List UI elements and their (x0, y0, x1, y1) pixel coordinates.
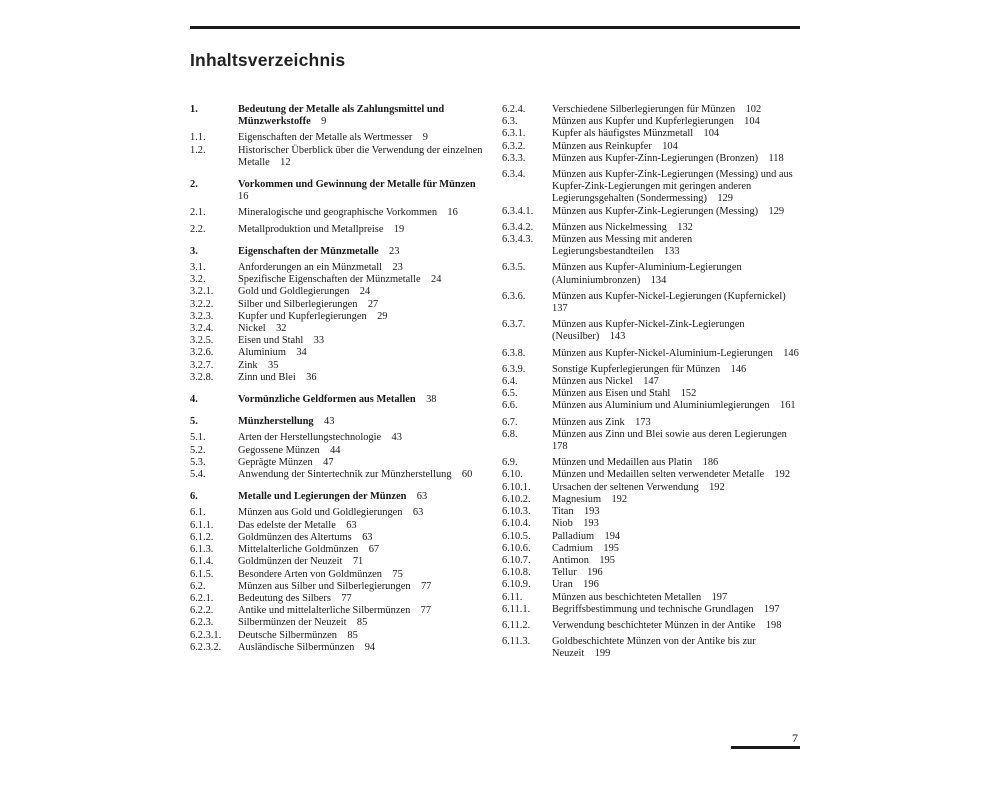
toc-entry-page: 38 (426, 394, 437, 406)
toc-entry-page: 77 (420, 605, 432, 617)
toc-entry-number: 6.3.4.3. (502, 234, 534, 246)
toc-entry-page: 63 (346, 519, 357, 531)
toc-entry (190, 335, 490, 347)
toc-entry-page: 33 (313, 335, 325, 347)
toc-entry-title: Münzen aus Zinn und Blei sowie aus deren Legierungen (552, 428, 787, 440)
toc-entry (190, 642, 490, 654)
toc-entry-title: Münzen aus Kupfer-Zinn-Legierungen (Bronzen) (552, 152, 759, 164)
toc-entry-number: 6.3.3. (502, 152, 526, 164)
toc-entry (190, 581, 490, 593)
toc-entry-page: 192 (774, 469, 791, 481)
toc-entry-page: 60 (461, 469, 473, 481)
toc-entry (502, 262, 800, 286)
toc-entry-number: 5.4. (190, 469, 206, 481)
toc-entry-title: Münzen aus Silber und Silberlegierungen (238, 580, 411, 592)
toc-entry-page: 186 (702, 457, 719, 469)
toc-entry-page: 23 (389, 245, 400, 257)
toc-entry (502, 469, 800, 481)
toc-entry-title: Historischer Überblick über die Verwendung der einzelnen Metalle (238, 144, 483, 168)
toc-entry-title: Münzen aus Gold und Goldlegierungen (238, 507, 403, 519)
toc-entry (502, 400, 800, 412)
toc-entry-number: 1.2. (190, 144, 206, 156)
toc-entry-number: 3.1. (190, 262, 206, 274)
toc-entry-page: 16 (447, 207, 458, 219)
toc-entry-title: Goldmünzen der Neuzeit (238, 556, 343, 568)
toc-entry-number: 3.2. (190, 274, 206, 286)
page-number: 7 (792, 731, 798, 745)
toc-chapter-entry (190, 416, 490, 428)
toc-entry-number: 6.10.7. (502, 554, 531, 566)
toc-entry-page: 35 (268, 359, 279, 371)
toc-entry (190, 145, 490, 169)
toc-entry-page: 193 (583, 506, 600, 518)
toc-entry-title: Vormünzliche Geldformen aus Metallen (238, 394, 416, 406)
toc-entry-page: 104 (703, 128, 720, 140)
toc-entry-title: Münzen aus Kupfer-Nickel-Aluminium-Legierungen (552, 347, 773, 359)
toc-left-column (190, 104, 490, 654)
toc-entry-number: 6.2.3.1. (190, 629, 222, 641)
toc-entry-number: 6.3.9. (502, 363, 526, 375)
toc-entry (502, 567, 800, 579)
toc-entry (502, 636, 800, 660)
toc-entry (502, 206, 800, 218)
toc-entry-title: Münzen und Medaillen selten verwendeter Metalle (552, 469, 765, 481)
toc-entry (190, 286, 490, 298)
toc-entry-page: 173 (635, 416, 651, 428)
toc-entry-title: Geprägte Münzen (238, 456, 313, 468)
toc-entry-page: 192 (709, 481, 725, 493)
toc-entry (190, 507, 490, 519)
toc-entry-title: Münzen aus Kupfer-Zink-Legierungen (Messing) und aus Kupfer-Zink-Legierungen mit geringen anderen Legierungsgehalten (Sondermessing) (552, 169, 793, 205)
toc-entry-number: 6.3.1. (502, 128, 526, 140)
toc-entry-number: 6.3. (502, 116, 518, 128)
toc-entry (190, 569, 490, 581)
toc-entry-page: 9 (422, 132, 428, 144)
toc-entry-page: 194 (604, 530, 621, 542)
toc-entry-page: 196 (583, 579, 599, 591)
toc-entry-number: 3.2.2. (190, 298, 214, 310)
toc-entry-number: 1.1. (190, 132, 206, 144)
toc-entry-title: Deutsche Silbermünzen (238, 629, 337, 641)
toc-entry-page: 32 (276, 323, 287, 335)
toc-entry-number: 6.11.1. (502, 603, 531, 615)
toc-entry-number: 3.2.6. (190, 347, 214, 359)
toc-entry (502, 579, 800, 591)
toc-entry-page: 197 (711, 591, 728, 603)
toc-entry-title: Arten der Herstellungstechnologie (238, 432, 382, 444)
toc-entry-number: 6.3.5. (502, 262, 526, 274)
toc-entry (190, 544, 490, 556)
toc-entry-title: Niob (552, 518, 573, 530)
toc-entry (502, 104, 800, 116)
toc-entry (502, 222, 800, 234)
toc-entry (190, 457, 490, 469)
toc-entry (190, 556, 490, 568)
toc-entry-number: 6.1.3. (190, 544, 214, 556)
toc-entry-title: Münzen aus Eisen und Stahl (552, 388, 671, 400)
toc-entry-page: 129 (768, 205, 785, 217)
toc-entry-title: Anforderungen an ein Münzmetall (238, 262, 382, 274)
toc-entry-page: 146 (783, 347, 799, 359)
toc-entry (190, 532, 490, 544)
toc-entry-number: 6.1.4. (190, 556, 214, 568)
toc-entry-number: 6.10.5. (502, 530, 531, 542)
toc-entry-title: Münzen aus Zink (552, 416, 625, 428)
toc-chapter-entry (190, 246, 490, 258)
toc-entry-page: 192 (611, 493, 628, 505)
toc-entry (190, 630, 490, 642)
toc-entry-number: 6.1.5. (190, 568, 214, 580)
toc-entry-title: Begriffsbestimmung und technische Grundlagen (552, 603, 754, 615)
toc-entry-number: 6.3.4. (502, 169, 526, 181)
toc-entry-number: 6.10.8. (502, 567, 531, 579)
toc-entry (190, 323, 490, 335)
toc-entry (190, 360, 490, 372)
toc-entry-title: Verwendung beschichteter Münzen in der Antike (552, 619, 756, 631)
toc-entry-page: 63 (362, 531, 373, 543)
toc-entry-page: 197 (763, 603, 780, 615)
toc-entry-title: Kupfer als häufigstes Münzmetall (552, 128, 694, 140)
toc-entry-page: 19 (393, 223, 405, 235)
toc-entry (502, 364, 800, 376)
toc-entry-page: 178 (552, 441, 568, 453)
toc-entry-number: 6.10.6. (502, 542, 531, 554)
toc-entry-number: 6.1. (190, 507, 206, 519)
toc-entry-title: Münzherstellung (238, 416, 314, 428)
toc-entry (502, 153, 800, 165)
toc-right-column (502, 104, 800, 661)
toc-entry-page: 36 (306, 371, 317, 383)
toc-entry-title: Münzen aus Reinkupfer (552, 140, 652, 152)
toc-entry-number: 6.11.3. (502, 636, 531, 648)
toc-entry (502, 555, 800, 567)
toc-entry-number: 6.11. (502, 591, 523, 603)
toc-entry-title: Palladium (552, 530, 595, 542)
toc-entry-title: Zink (238, 359, 258, 371)
toc-entry (190, 132, 490, 144)
toc-entry (502, 376, 800, 388)
toc-entry (190, 372, 490, 384)
toc-entry-number: 6.2. (190, 580, 206, 592)
toc-entry-page: 195 (603, 542, 619, 554)
toc-entry-number: 6.7. (502, 416, 518, 428)
toc-entry-page: 34 (296, 347, 307, 359)
toc-entry-title: Münzen aus Kupfer-Aluminium-Legierungen (Aluminiumbronzen) (552, 262, 742, 286)
toc-entry-page: 137 (552, 303, 568, 315)
toc-entry (190, 224, 490, 236)
toc-entry-page: 143 (609, 331, 626, 343)
toc-entry-page: 102 (745, 104, 762, 115)
toc-entry-page: 16 (238, 191, 249, 203)
toc-entry-page: 118 (768, 152, 784, 164)
toc-entry-number: 6.8. (502, 428, 518, 440)
toc-entry (190, 311, 490, 323)
toc-entry (502, 506, 800, 518)
toc-entry (190, 262, 490, 274)
toc-entry (502, 518, 800, 530)
toc-chapter-entry (190, 394, 490, 406)
toc-entry (190, 617, 490, 629)
toc-entry-title: Eisen und Stahl (238, 335, 304, 347)
toc-entry-number: 6.6. (502, 400, 518, 412)
toc-entry-page: 129 (717, 193, 733, 205)
toc-entry-number: 3.2.5. (190, 335, 214, 347)
toc-entry-title: Münzen aus Nickelmessing (552, 221, 667, 233)
toc-entry-number: 6.10.3. (502, 506, 531, 518)
toc-chapter-entry (190, 104, 490, 128)
toc-entry-page: 104 (744, 116, 760, 128)
toc-entry-title: Tellur (552, 567, 577, 579)
toc-entry-number: 3.2.4. (190, 323, 214, 335)
toc-entry-title: Das edelste der Metalle (238, 519, 336, 531)
toc-entry (190, 605, 490, 617)
toc-entry-title: Münzen aus Kupfer-Zink-Legierungen (Messing) (552, 205, 759, 217)
toc-entry-page: 12 (280, 156, 291, 168)
toc-entry-page: 198 (765, 619, 782, 631)
toc-entry-title: Münzen aus Kupfer und Kupferlegierungen (552, 116, 734, 128)
toc-entry-number: 6.9. (502, 457, 518, 469)
toc-entry-number: 6.2.3. (190, 617, 214, 629)
toc-entry-number: 6.3.2. (502, 140, 526, 152)
toc-entry (502, 128, 800, 140)
toc-entry-page: 24 (359, 286, 371, 298)
toc-entry-title: Bedeutung des Silbers (238, 592, 331, 604)
toc-entry-title: Münzen aus Nickel (552, 376, 633, 388)
toc-entry-number: 6.11.2. (502, 619, 531, 631)
toc-entry-title: Münzen aus beschichteten Metallen (552, 591, 702, 603)
toc-entry (190, 299, 490, 311)
toc-entry (502, 116, 800, 128)
toc-entry-number: 2.2. (190, 223, 206, 235)
toc-entry (502, 457, 800, 469)
toc-entry-number: 2. (190, 179, 198, 191)
toc-entry-title: Bedeutung der Metalle als Zahlungsmittel und Münzwerkstoffe (238, 104, 445, 128)
toc-entry-title: Spezifische Eigenschaften der Münzmetalle (238, 274, 421, 286)
toc-entry (502, 604, 800, 616)
toc-entry-title: Ursachen der seltenen Verwendung (552, 481, 699, 493)
toc-entry-page: 27 (367, 298, 379, 310)
toc-entry-page: 199 (594, 648, 611, 660)
toc-entry-page: 71 (352, 556, 364, 568)
toc-entry-page: 67 (368, 544, 380, 556)
toc-entry (190, 469, 490, 481)
toc-entry-title: Münzen aus Messing mit anderen Legierungsbestandteilen (552, 234, 693, 258)
toc-entry-page: 24 (431, 274, 442, 286)
toc-entry (502, 348, 800, 360)
toc-entry-number: 6.10. (502, 469, 523, 481)
toc-entry-page: 43 (324, 416, 335, 428)
toc-entry-number: 6.10.1. (502, 481, 531, 493)
toc-entry-page: 85 (347, 629, 358, 641)
toc-entry (190, 347, 490, 359)
toc-entry-title: Sonstige Kupferlegierungen für Münzen (552, 363, 721, 375)
toc-entry-page: 44 (330, 444, 341, 456)
toc-entry-title: Mineralogische und geographische Vorkommen (238, 207, 438, 219)
toc-entry-title: Eigenschaften der Münzmetalle (238, 245, 379, 257)
toc-entry-page: 63 (416, 491, 428, 503)
toc-entry-title: Münzen aus Aluminium und Aluminiumlegierungen (552, 400, 770, 412)
toc-entry-title: Aluminium (238, 347, 286, 359)
toc-entry-page: 63 (412, 507, 424, 519)
toc-entry (190, 207, 490, 219)
toc-entry-number: 6.3.4.1. (502, 205, 534, 217)
toc-entry-title: Silber und Silberlegierungen (238, 298, 358, 310)
toc-entry (190, 520, 490, 532)
toc-entry-number: 3.2.7. (190, 359, 214, 371)
toc-entry-number: 6.2.4. (502, 104, 526, 115)
toc-entry-page: 77 (420, 580, 432, 592)
toc-entry-title: Gold und Goldlegierungen (238, 286, 350, 298)
toc-entry (502, 543, 800, 555)
toc-entry-number: 6.2.2. (190, 605, 214, 617)
toc-entry-number: 3.2.8. (190, 371, 214, 383)
toc-entry-title: Cadmium (552, 542, 593, 554)
toc-entry-title: Besondere Arten von Goldmünzen (238, 568, 382, 580)
toc-entry-title: Silbermünzen der Neuzeit (238, 617, 347, 629)
toc-entry-page: 195 (599, 554, 615, 566)
toc-entry-page: 133 (663, 246, 680, 258)
toc-entry-page: 47 (323, 456, 334, 468)
toc-entry-title: Nickel (238, 323, 266, 335)
toc-entry-title: Anwendung der Sintertechnik zur Münzherstellung (238, 469, 452, 481)
toc-entry-title: Magnesium (552, 493, 602, 505)
toc-entry-title: Goldbeschichtete Münzen von der Antike bis zur Neuzeit (552, 636, 756, 660)
toc-chapter-entry (190, 179, 490, 203)
toc-entry-number: 4. (190, 394, 198, 406)
toc-entry (502, 620, 800, 632)
toc-entry-number: 6.10.2. (502, 493, 531, 505)
toc-entry (502, 141, 800, 153)
toc-entry (190, 593, 490, 605)
toc-entry (502, 531, 800, 543)
toc-entry-title: Zinn und Blei (238, 371, 296, 383)
toc-entry-page: 134 (650, 274, 667, 286)
toc-entry-number: 3. (190, 245, 198, 257)
toc-entry-number: 6.5. (502, 388, 518, 400)
toc-entry-number: 6.10.9. (502, 579, 531, 591)
toc-entry (502, 388, 800, 400)
toc-entry-number: 3.2.3. (190, 310, 214, 322)
toc-entry-title: Vorkommen und Gewinnung der Metalle für Münzen (238, 179, 476, 191)
toc-entry (502, 429, 800, 453)
toc-entry (502, 291, 800, 315)
toc-entry-page: 161 (780, 400, 796, 412)
toc-entry-number: 6.1.1. (190, 519, 214, 531)
toc-entry-title: Metallproduktion und Metallpreise (238, 223, 384, 235)
toc-entry-page: 43 (391, 432, 402, 444)
toc-entry-title: Kupfer und Kupferlegierungen (238, 310, 367, 322)
toc-entry-title: Verschiedene Silberlegierungen für Münzen (552, 104, 736, 115)
toc-entry-title: Eigenschaften der Metalle als Wertmesser (238, 132, 413, 144)
top-rule (190, 26, 800, 29)
toc-entry-title: Antike und mittelalterliche Silbermünzen (238, 605, 411, 617)
toc-entry-page: 85 (356, 617, 368, 629)
toc-entry-page: 75 (392, 568, 403, 580)
toc-entry-number: 6.3.7. (502, 319, 526, 331)
toc-entry-page: 77 (341, 592, 352, 604)
toc-entry-page: 152 (680, 388, 697, 400)
toc-entry-number: 5.1. (190, 432, 206, 444)
toc-entry-number: 5. (190, 416, 198, 428)
toc-entry-title: Münzen aus Kupfer-Nickel-Zink-Legierungen (Neusilber) (552, 319, 745, 343)
toc-entry-number: 6.10.4. (502, 518, 531, 530)
toc-entry-number: 5.3. (190, 456, 206, 468)
toc-entry (190, 274, 490, 286)
toc-entry-page: 132 (677, 221, 693, 233)
toc-entry (190, 445, 490, 457)
toc-entry-page: 147 (643, 376, 659, 388)
toc-entry-title: Mittelalterliche Goldmünzen (238, 544, 359, 556)
toc-entry-number: 6.2.1. (190, 592, 214, 604)
toc-entry-number: 2.1. (190, 207, 206, 219)
toc-entry (502, 234, 800, 258)
toc-entry-number: 6.3.8. (502, 347, 526, 359)
toc-entry-number: 6.3.4.2. (502, 221, 534, 233)
toc-entry-number: 6.3.6. (502, 290, 526, 302)
toc-entry-title: Uran (552, 579, 573, 591)
toc-entry-title: Münzen und Medaillen aus Platin (552, 457, 693, 469)
toc-entry-number: 5.2. (190, 444, 206, 456)
toc-entry (502, 482, 800, 494)
toc-entry-page: 146 (730, 363, 747, 375)
toc-entry-page: 23 (392, 262, 403, 274)
toc-entry-number: 6. (190, 491, 198, 503)
toc-entry-page: 193 (583, 518, 599, 530)
toc-entry-title: Ausländische Silbermünzen (238, 641, 355, 653)
toc-entry (502, 494, 800, 506)
toc-entry-number: 6.2.3.2. (190, 641, 222, 653)
toc-entry-title: Goldmünzen des Altertums (238, 531, 352, 543)
toc-entry-title: Antimon (552, 554, 589, 566)
toc-entry (502, 169, 800, 206)
toc-entry-page: 104 (662, 140, 678, 152)
toc-entry-title: Titan (552, 506, 574, 518)
toc-entry (190, 432, 490, 444)
page-title: Inhaltsverzeichnis (190, 50, 346, 70)
toc-entry-number: 6.1.2. (190, 531, 214, 543)
bottom-rule (731, 746, 800, 749)
toc-entry (502, 319, 800, 343)
toc-entry-page: 196 (587, 567, 603, 579)
toc-entry-title: Metalle und Legierungen der Münzen (238, 491, 407, 503)
toc-entry-page: 94 (364, 641, 376, 653)
toc-entry-page: 29 (377, 310, 388, 322)
toc-entry-title: Gegossene Münzen (238, 444, 320, 456)
toc-chapter-entry (190, 491, 490, 503)
toc-entry-number: 6.4. (502, 376, 518, 388)
toc-entry (502, 592, 800, 604)
toc-entry-title: Münzen aus Kupfer-Nickel-Legierungen (Kupfernickel) (552, 290, 786, 302)
toc-entry-number: 1. (190, 104, 198, 115)
toc-entry-number: 3.2.1. (190, 286, 214, 298)
toc-entry-page: 9 (321, 116, 327, 128)
toc-entry (502, 417, 800, 429)
